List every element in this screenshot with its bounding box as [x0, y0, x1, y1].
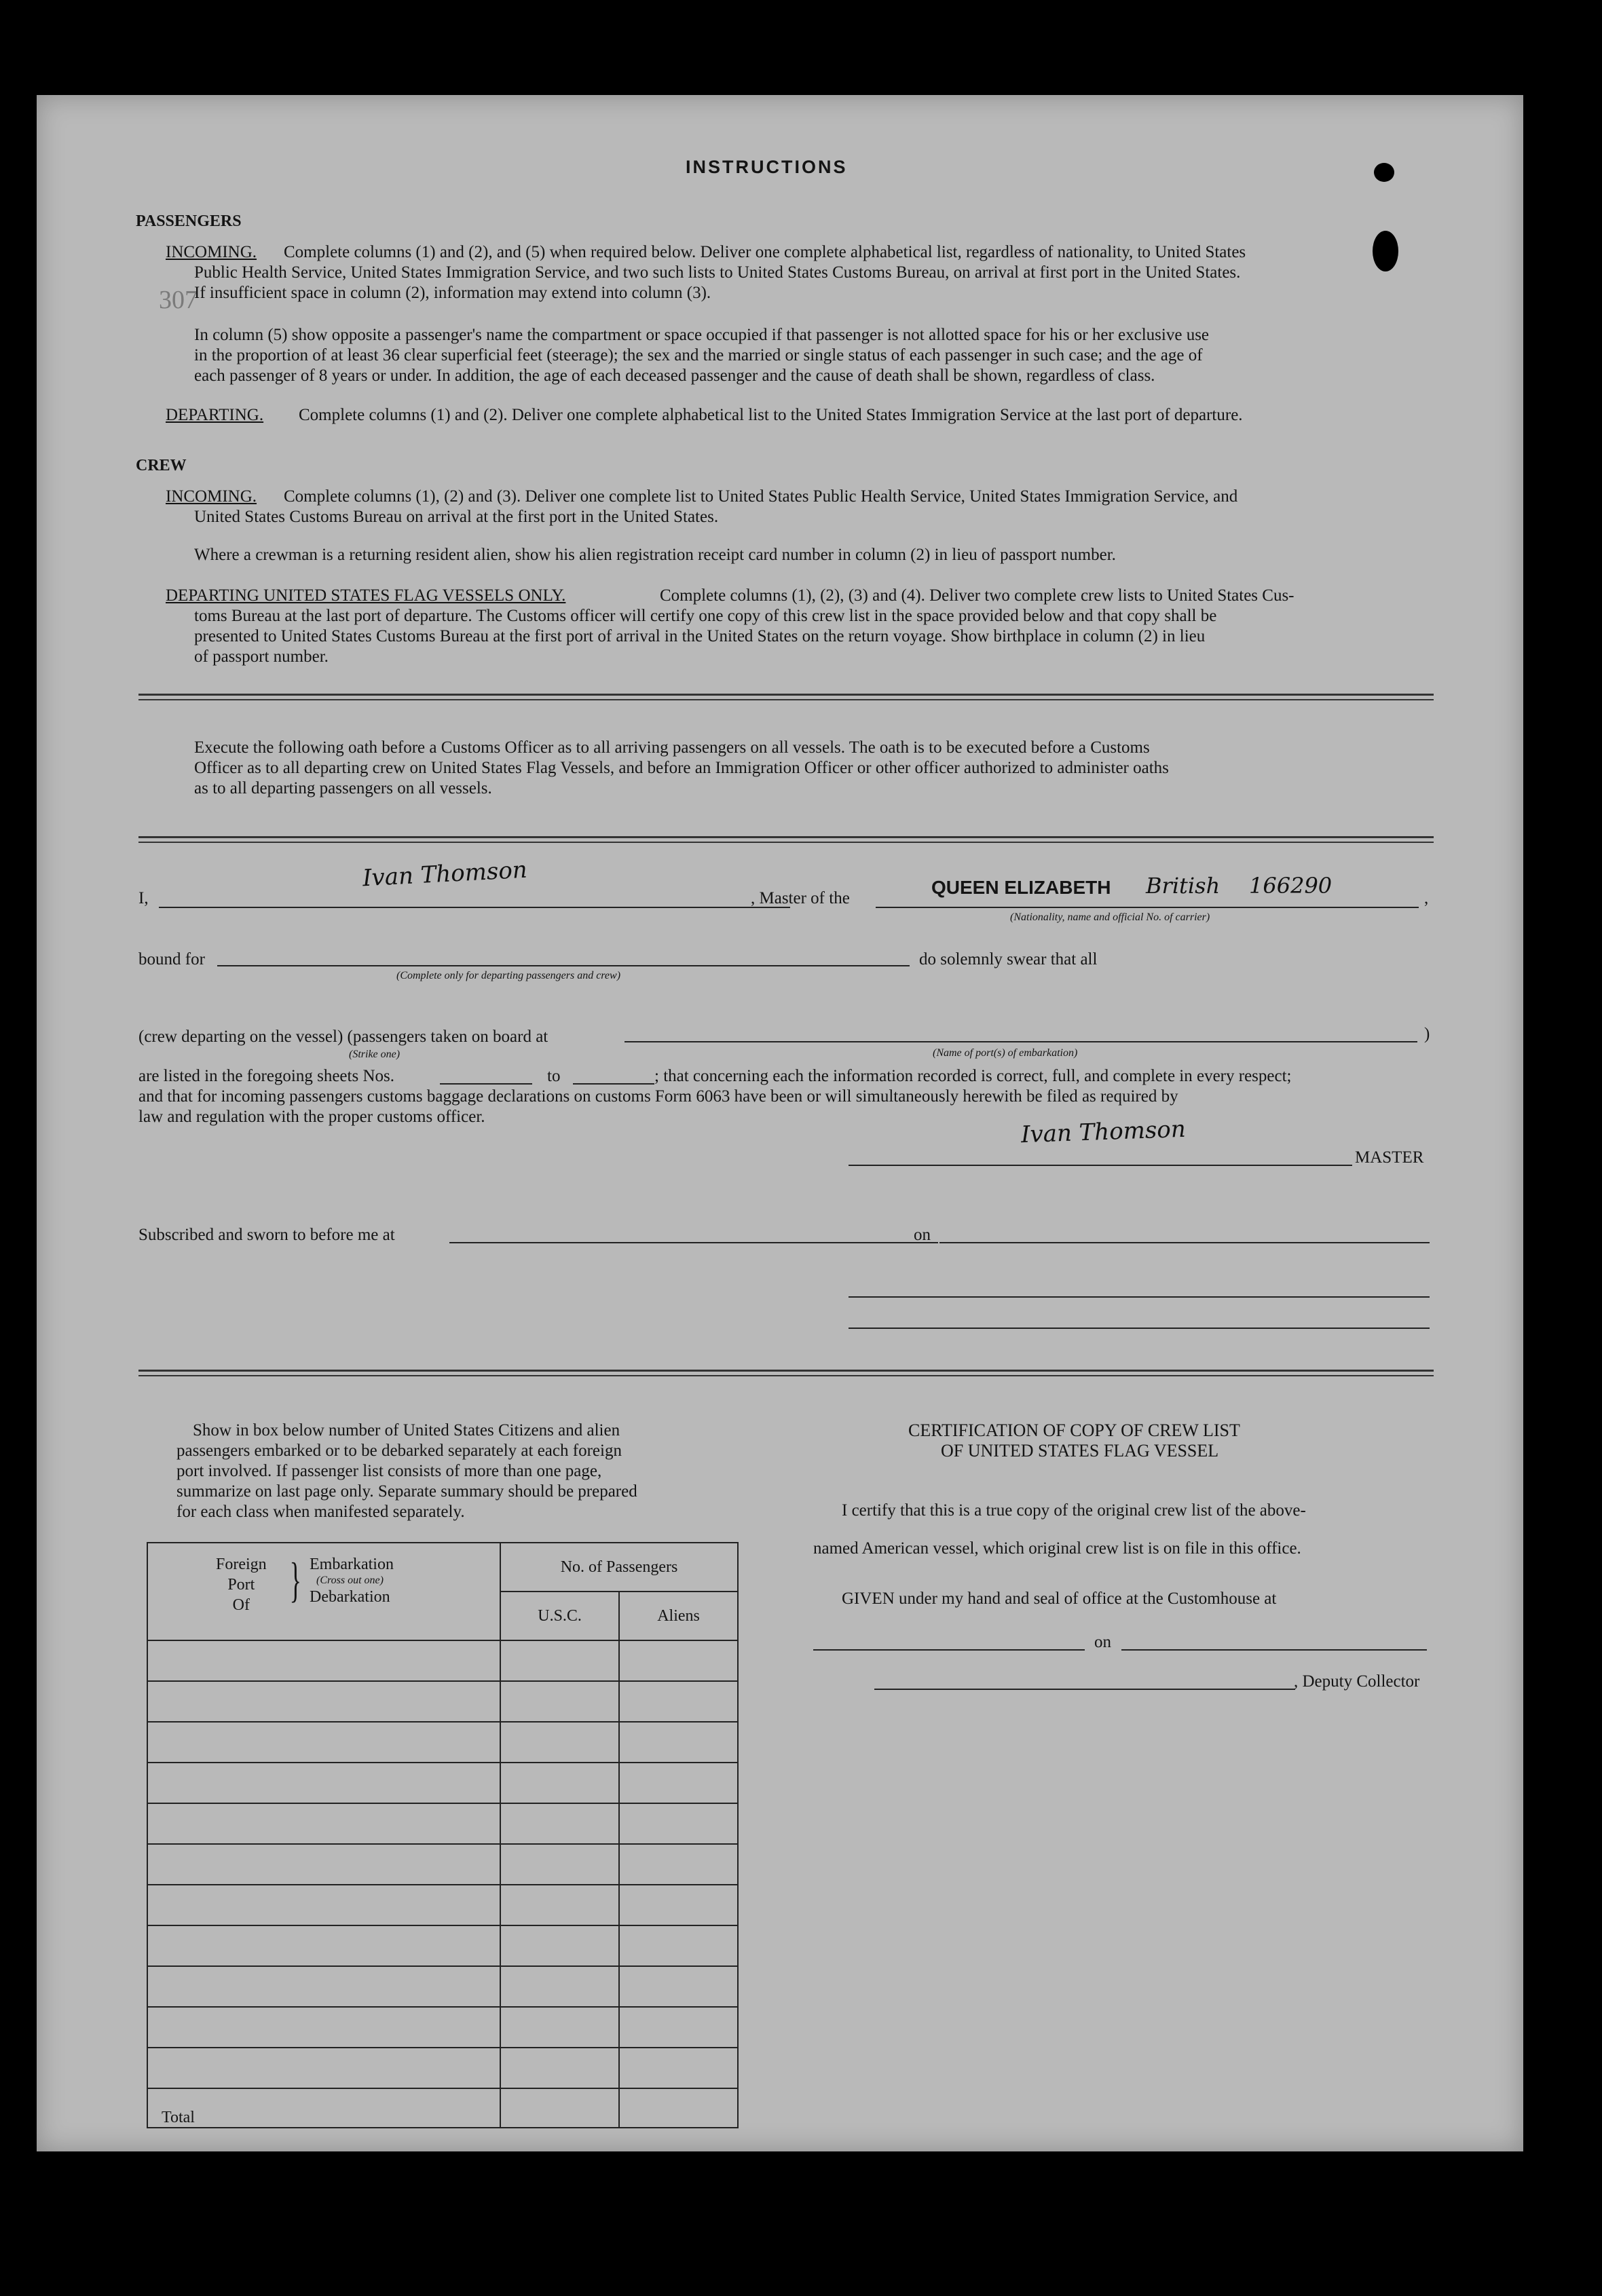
summary-row: [147, 1681, 738, 1722]
aliens-cell[interactable]: [619, 1681, 738, 1722]
summary-row: [147, 2048, 738, 2088]
bound-caption: (Complete only for departing passengers and crew): [396, 970, 621, 981]
aliens-cell[interactable]: [619, 2048, 738, 2088]
sworn-location-field[interactable]: [449, 1242, 938, 1243]
port-cell[interactable]: [147, 1966, 500, 2007]
summary-instructions-3: port involved. If passenger list consists of more than one page,: [176, 1462, 602, 1480]
strike-caption: (Strike one): [349, 1049, 400, 1060]
divider: [138, 1375, 1434, 1376]
sheets-from-field[interactable]: [440, 1083, 532, 1085]
summary-row: [147, 1844, 738, 1885]
total-row: [147, 2088, 738, 2128]
customhouse-location-field[interactable]: [813, 1649, 1085, 1651]
cross-out-caption: (Cross out one): [316, 1575, 384, 1586]
oath-intro-3: as to all departing passengers on all vessels.: [194, 779, 492, 797]
master-name-signature: Ivan Thomson: [362, 856, 528, 892]
listed-text-a: are listed in the foregoing sheets Nos.: [138, 1067, 394, 1085]
usc-cell[interactable]: [500, 2048, 619, 2088]
divider: [138, 1370, 1434, 1372]
close-paren: ): [1424, 1025, 1430, 1043]
total-label: Total: [147, 2088, 500, 2128]
port-cell[interactable]: [147, 1925, 500, 1966]
bound-for-label: bound for: [138, 950, 205, 968]
summary-row: [147, 1640, 738, 1681]
ink-blot: [1373, 231, 1398, 271]
usc-cell[interactable]: [500, 1885, 619, 1925]
master-name-field[interactable]: [159, 907, 790, 908]
port-cell[interactable]: [147, 1640, 500, 1681]
crew-incoming-text-1: Complete columns (1), (2) and (3). Deliver one complete list to United States Public Health Service, United States Immigration Service, and: [284, 487, 1238, 506]
summary-instructions-5: for each class when manifested separately.: [176, 1503, 465, 1521]
officer-signature-field[interactable]: [849, 1296, 1430, 1298]
port-cell[interactable]: [147, 1803, 500, 1844]
usc-cell[interactable]: [500, 1966, 619, 2007]
port-cell[interactable]: [147, 2007, 500, 2048]
summary-instructions-2: passengers embarked or to be debarked separately at each foreign: [176, 1442, 622, 1460]
column5-text-1: In column (5) show opposite a passenger's name the compartment or space occupied if that passenger is not allotted space for his or her exclusive use: [194, 326, 1210, 344]
master-of-label: , Master of the: [751, 889, 850, 907]
listed-text-c: ; that concerning each the information recorded is correct, full, and complete in every respect;: [654, 1067, 1292, 1085]
crew-departing-text: (crew departing on the vessel) (passengers taken on board at: [138, 1028, 548, 1046]
port-cell[interactable]: [147, 1763, 500, 1803]
master-signature: Ivan Thomson: [1020, 1115, 1187, 1149]
aliens-cell[interactable]: [619, 1640, 738, 1681]
certification-title-1: CERTIFICATION OF COPY OF CREW LIST: [908, 1420, 1240, 1440]
subscribed-label: Subscribed and sworn to before me at: [138, 1226, 395, 1244]
margin-stamp-number: 307: [159, 286, 198, 314]
certification-text-2: named American vessel, which original crew list is on file in this office.: [813, 1539, 1301, 1558]
summary-row: [147, 1803, 738, 1844]
divider: [138, 699, 1434, 700]
port-label: Port: [227, 1576, 255, 1594]
no-of-passengers-header: No. of Passengers: [500, 1543, 738, 1592]
port-cell[interactable]: [147, 1885, 500, 1925]
passenger-summary-table: [147, 1542, 739, 2128]
summary-instructions-4: summarize on last page only. Separate summary should be prepared: [176, 1482, 637, 1501]
divider: [138, 694, 1434, 696]
crew-resident-text: Where a crewman is a returning resident alien, show his alien registration receipt card number in column (2) in lieu of passport number.: [194, 546, 1116, 564]
port-cell[interactable]: [147, 2048, 500, 2088]
usc-cell[interactable]: [500, 1925, 619, 1966]
usc-cell[interactable]: [500, 1722, 619, 1763]
passengers-incoming-label: INCOMING.: [166, 243, 257, 261]
total-aliens-cell[interactable]: [619, 2088, 738, 2128]
master-label: MASTER: [1355, 1148, 1424, 1167]
deputy-collector-label: , Deputy Collector: [1294, 1672, 1420, 1691]
usc-cell[interactable]: [500, 1640, 619, 1681]
oath-intro-1: Execute the following oath before a Customs Officer as to all arriving passengers on all vessels. The oath is to be executed before a Customs: [194, 738, 1150, 757]
passengers-heading: PASSENGERS: [136, 212, 242, 230]
summary-instructions-1: Show in box below number of United States Citizens and alien: [193, 1421, 620, 1439]
aliens-header: Aliens: [619, 1592, 738, 1640]
sworn-date-field[interactable]: [939, 1242, 1430, 1243]
column5-text-3: each passenger of 8 years or under. In addition, the age of each deceased passenger and the cause of death shall be shown, regardless of class.: [194, 366, 1155, 385]
summary-row: [147, 1966, 738, 2007]
master-signature-field[interactable]: [849, 1165, 1352, 1166]
usc-cell[interactable]: [500, 1763, 619, 1803]
port-cell[interactable]: [147, 1681, 500, 1722]
oath-intro-2: Officer as to all departing crew on United States Flag Vessels, and before an Immigration Officer or other officer authorized to administer oaths: [194, 759, 1169, 777]
divider: [138, 836, 1434, 838]
crew-heading: CREW: [136, 457, 187, 474]
certification-on-label: on: [1094, 1633, 1111, 1651]
passengers-incoming-text-1: Complete columns (1) and (2), and (5) when required below. Deliver one complete alphabetical list, regardless of nationality, to United States: [284, 243, 1246, 261]
crew-departing-text-3: presented to United States Customs Bureau at the first port of arrival in the United States on the return voyage. Show birthplace in column (2) in lieu: [194, 627, 1206, 645]
certification-text-1: I certify that this is a true copy of the original crew list of the above-: [842, 1501, 1306, 1520]
page-title: INSTRUCTIONS: [686, 157, 848, 177]
passengers-incoming-text-2: Public Health Service, United States Immigration Service, and two such lists to United States Customs Bureau, on arrival at first port in the United States.: [194, 263, 1241, 282]
summary-row: [147, 1763, 738, 1803]
aliens-cell[interactable]: [619, 1844, 738, 1885]
baggage-text: and that for incoming passengers customs baggage declarations on customs Form 6063 have been or will simultaneously herewith be filed as required by: [138, 1087, 1178, 1106]
given-text: GIVEN under my hand and seal of office at the Customhouse at: [842, 1589, 1277, 1608]
aliens-cell[interactable]: [619, 1803, 738, 1844]
ports-caption: (Name of port(s) of embarkation): [933, 1047, 1078, 1059]
summary-row: [147, 1885, 738, 1925]
port-header-cell: [147, 1543, 500, 1640]
passengers-departing-label: DEPARTING.: [166, 406, 264, 424]
divider: [138, 842, 1434, 843]
listed-text-b: to: [547, 1067, 561, 1085]
crew-incoming-text-2: United States Customs Bureau on arrival at the first port in the United States.: [194, 508, 719, 526]
usc-cell[interactable]: [500, 1844, 619, 1885]
carrier-caption: (Nationality, name and official No. of carrier): [1010, 911, 1210, 923]
sheets-to-field[interactable]: [573, 1083, 654, 1085]
embarkation-label: Embarkation: [310, 1556, 394, 1573]
vessel-nationality: British: [1146, 873, 1221, 899]
aliens-cell[interactable]: [619, 2007, 738, 2048]
law-text: law and regulation with the proper customs officer.: [138, 1108, 485, 1126]
certification-date-field[interactable]: [1121, 1649, 1427, 1651]
usc-cell[interactable]: [500, 2007, 619, 2048]
crew-departing-text-1: Complete columns (1), (2), (3) and (4). Deliver two complete crew lists to United States Cus-: [660, 586, 1294, 605]
of-label: Of: [232, 1596, 250, 1614]
vessel-name: QUEEN ELIZABETH: [931, 877, 1111, 898]
port-cell[interactable]: [147, 1722, 500, 1763]
port-cell[interactable]: [147, 1844, 500, 1885]
oath-i-label: I,: [138, 889, 149, 907]
ink-blot: [1374, 163, 1394, 182]
summary-row: [147, 1722, 738, 1763]
officer-title-field[interactable]: [849, 1328, 1430, 1329]
passengers-incoming-text-3: If insufficient space in column (2), information may extend into column (3).: [194, 284, 711, 302]
crew-departing-text-2: toms Bureau at the last port of departure. The Customs officer will certify one copy of this crew list in the space provided below and that copy shall be: [194, 607, 1217, 625]
brace-icon: }: [289, 1553, 301, 1607]
official-number: 166290: [1249, 873, 1333, 899]
certification-title-2: OF UNITED STATES FLAG VESSEL: [941, 1441, 1219, 1461]
sworn-on-label: on: [914, 1226, 931, 1244]
comma: ,: [1424, 889, 1429, 907]
aliens-cell[interactable]: [619, 1966, 738, 2007]
deputy-collector-signature-field[interactable]: [874, 1689, 1295, 1690]
summary-row: [147, 1925, 738, 1966]
swear-text: do solemnly swear that all: [919, 950, 1098, 968]
crew-departing-label: DEPARTING UNITED STATES FLAG VESSELS ONLY.: [166, 586, 566, 605]
aliens-cell[interactable]: [619, 1722, 738, 1763]
aliens-cell[interactable]: [619, 1885, 738, 1925]
column5-text-2: in the proportion of at least 36 clear superficial feet (steerage); the sex and the married or single status of each passenger in such case; and the age of: [194, 346, 1203, 364]
usc-cell[interactable]: [500, 1681, 619, 1722]
crew-departing-text-4: of passport number.: [194, 647, 329, 666]
usc-cell[interactable]: [500, 1803, 619, 1844]
summary-row: [147, 2007, 738, 2048]
crew-incoming-label: INCOMING.: [166, 487, 257, 506]
aliens-cell[interactable]: [619, 1763, 738, 1803]
document-page: [37, 95, 1523, 2151]
foreign-label: Foreign: [216, 1556, 267, 1573]
aliens-cell[interactable]: [619, 1925, 738, 1966]
debarkation-label: Debarkation: [310, 1588, 390, 1606]
usc-header: U.S.C.: [500, 1592, 619, 1640]
total-usc-cell[interactable]: [500, 2088, 619, 2128]
passengers-departing-text: Complete columns (1) and (2). Deliver one complete alphabetical list to the United States Immigration Service at the last port of departure.: [299, 406, 1243, 424]
